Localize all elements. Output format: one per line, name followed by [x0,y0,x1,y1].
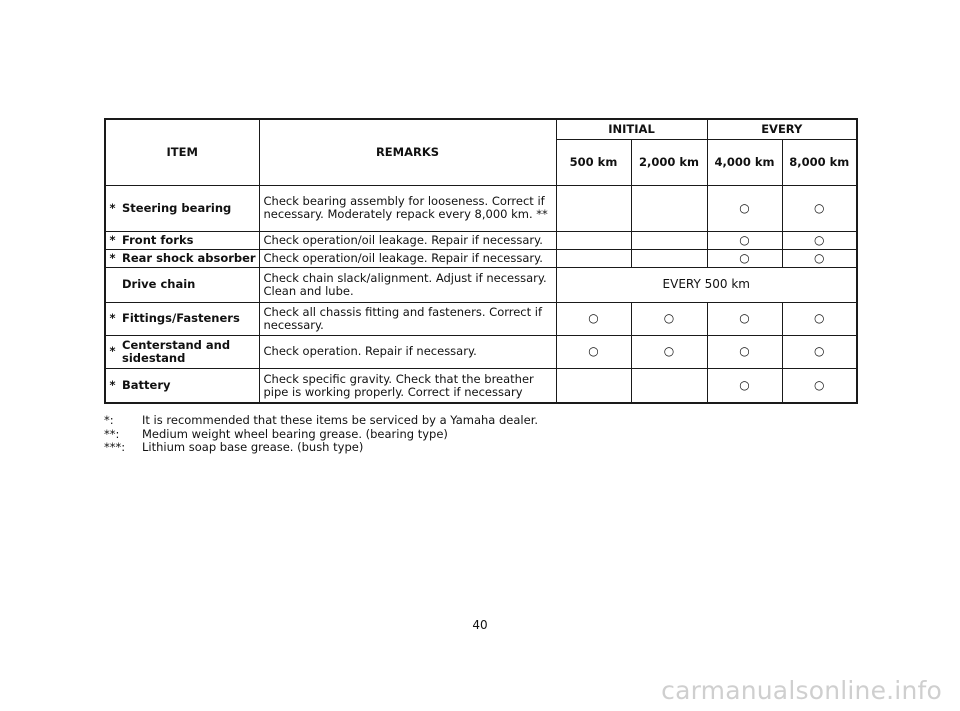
empty-interval-cell [631,185,707,231]
check-mark-icon: ○ [631,335,707,368]
item-name: Steering bearing [119,185,259,231]
item-name: Front forks [119,231,259,249]
footnote-text: Medium weight wheel bearing grease. (bearing type) [142,426,448,441]
empty-interval-cell [556,369,631,403]
footnote-key: *: [104,413,114,427]
table-row [105,302,857,335]
dealer-service-marker: * [105,369,119,403]
table-header [105,119,857,185]
footnote [104,441,538,455]
check-mark-icon: ○ [556,335,631,368]
maintenance-table [104,118,858,404]
header-interval: 2,000 km [631,139,707,185]
check-mark-icon: ○ [782,185,857,231]
table-body [105,185,857,403]
empty-interval-cell [556,250,631,268]
header-item: ITEM [105,119,259,185]
remarks-cell: Check chain slack/alignment. Adjust if necessary. Clean and lube. [259,268,556,302]
header-remarks: REMARKS [259,119,556,185]
footnote-key: ***: [104,440,126,454]
check-mark-icon: ○ [707,250,782,268]
dealer-service-marker: * [105,335,119,368]
empty-interval-cell [631,369,707,403]
header-every: EVERY [707,119,857,139]
remarks-cell: Check all chassis fitting and fasteners. Correct if necessary. [259,302,556,335]
footnotes [104,414,538,455]
table-row [105,185,857,231]
remarks-cell: Check operation/oil leakage. Repair if necessary. [259,250,556,268]
item-name: Drive chain [119,268,259,302]
check-mark-icon: ○ [782,335,857,368]
footnote [104,414,538,428]
table-row [105,250,857,268]
dealer-service-marker: * [105,185,119,231]
dealer-service-marker: * [105,250,119,268]
footnote [104,428,538,442]
footnote-text: Lithium soap base grease. (bush type) [142,440,364,454]
check-mark-icon: ○ [782,302,857,335]
empty-interval-cell [631,250,707,268]
check-mark-icon: ○ [707,369,782,403]
table-row [105,231,857,249]
empty-interval-cell [631,231,707,249]
header-interval: 4,000 km [707,139,782,185]
item-name: Rear shock absorber [119,250,259,268]
footnote-key: **: [104,426,120,441]
check-mark-icon: ○ [631,302,707,335]
item-name: Centerstand and sidestand [119,335,259,368]
watermark: carmanualsonline.info [661,676,942,705]
check-mark-icon: ○ [707,185,782,231]
header-initial: INITIAL [556,119,707,139]
dealer-service-marker: * [105,302,119,335]
header-interval: 8,000 km [782,139,857,185]
check-mark-icon: ○ [782,250,857,268]
check-mark-icon: ○ [556,302,631,335]
header-interval: 500 km [556,139,631,185]
footnote-text: It is recommended that these items be serviced by a Yamaha dealer. [142,413,539,427]
dealer-service-marker: * [105,231,119,249]
interval-note: EVERY 500 km [556,268,857,302]
check-mark-icon: ○ [782,369,857,403]
table-row [105,335,857,368]
item-name: Battery [119,369,259,403]
empty-interval-cell [556,231,631,249]
empty-interval-cell [556,185,631,231]
remarks-cell: Check operation/oil leakage. Repair if necessary. [259,231,556,249]
remarks-cell: Check operation. Repair if necessary. [259,335,556,368]
check-mark-icon: ○ [782,231,857,249]
table-row [105,268,857,302]
item-name: Fittings/Fasteners [119,302,259,335]
check-mark-icon: ○ [707,335,782,368]
check-mark-icon: ○ [707,231,782,249]
table-row [105,369,857,403]
page-number: 40 [472,618,488,632]
check-mark-icon: ○ [707,302,782,335]
dealer-service-marker [105,268,119,302]
remarks-cell: Check specific gravity. Check that the breather pipe is working properly. Correct if necessary [259,369,556,403]
remarks-cell: Check bearing assembly for looseness. Correct if necessary. Moderately repack every 8,000 km. ** [259,185,556,231]
